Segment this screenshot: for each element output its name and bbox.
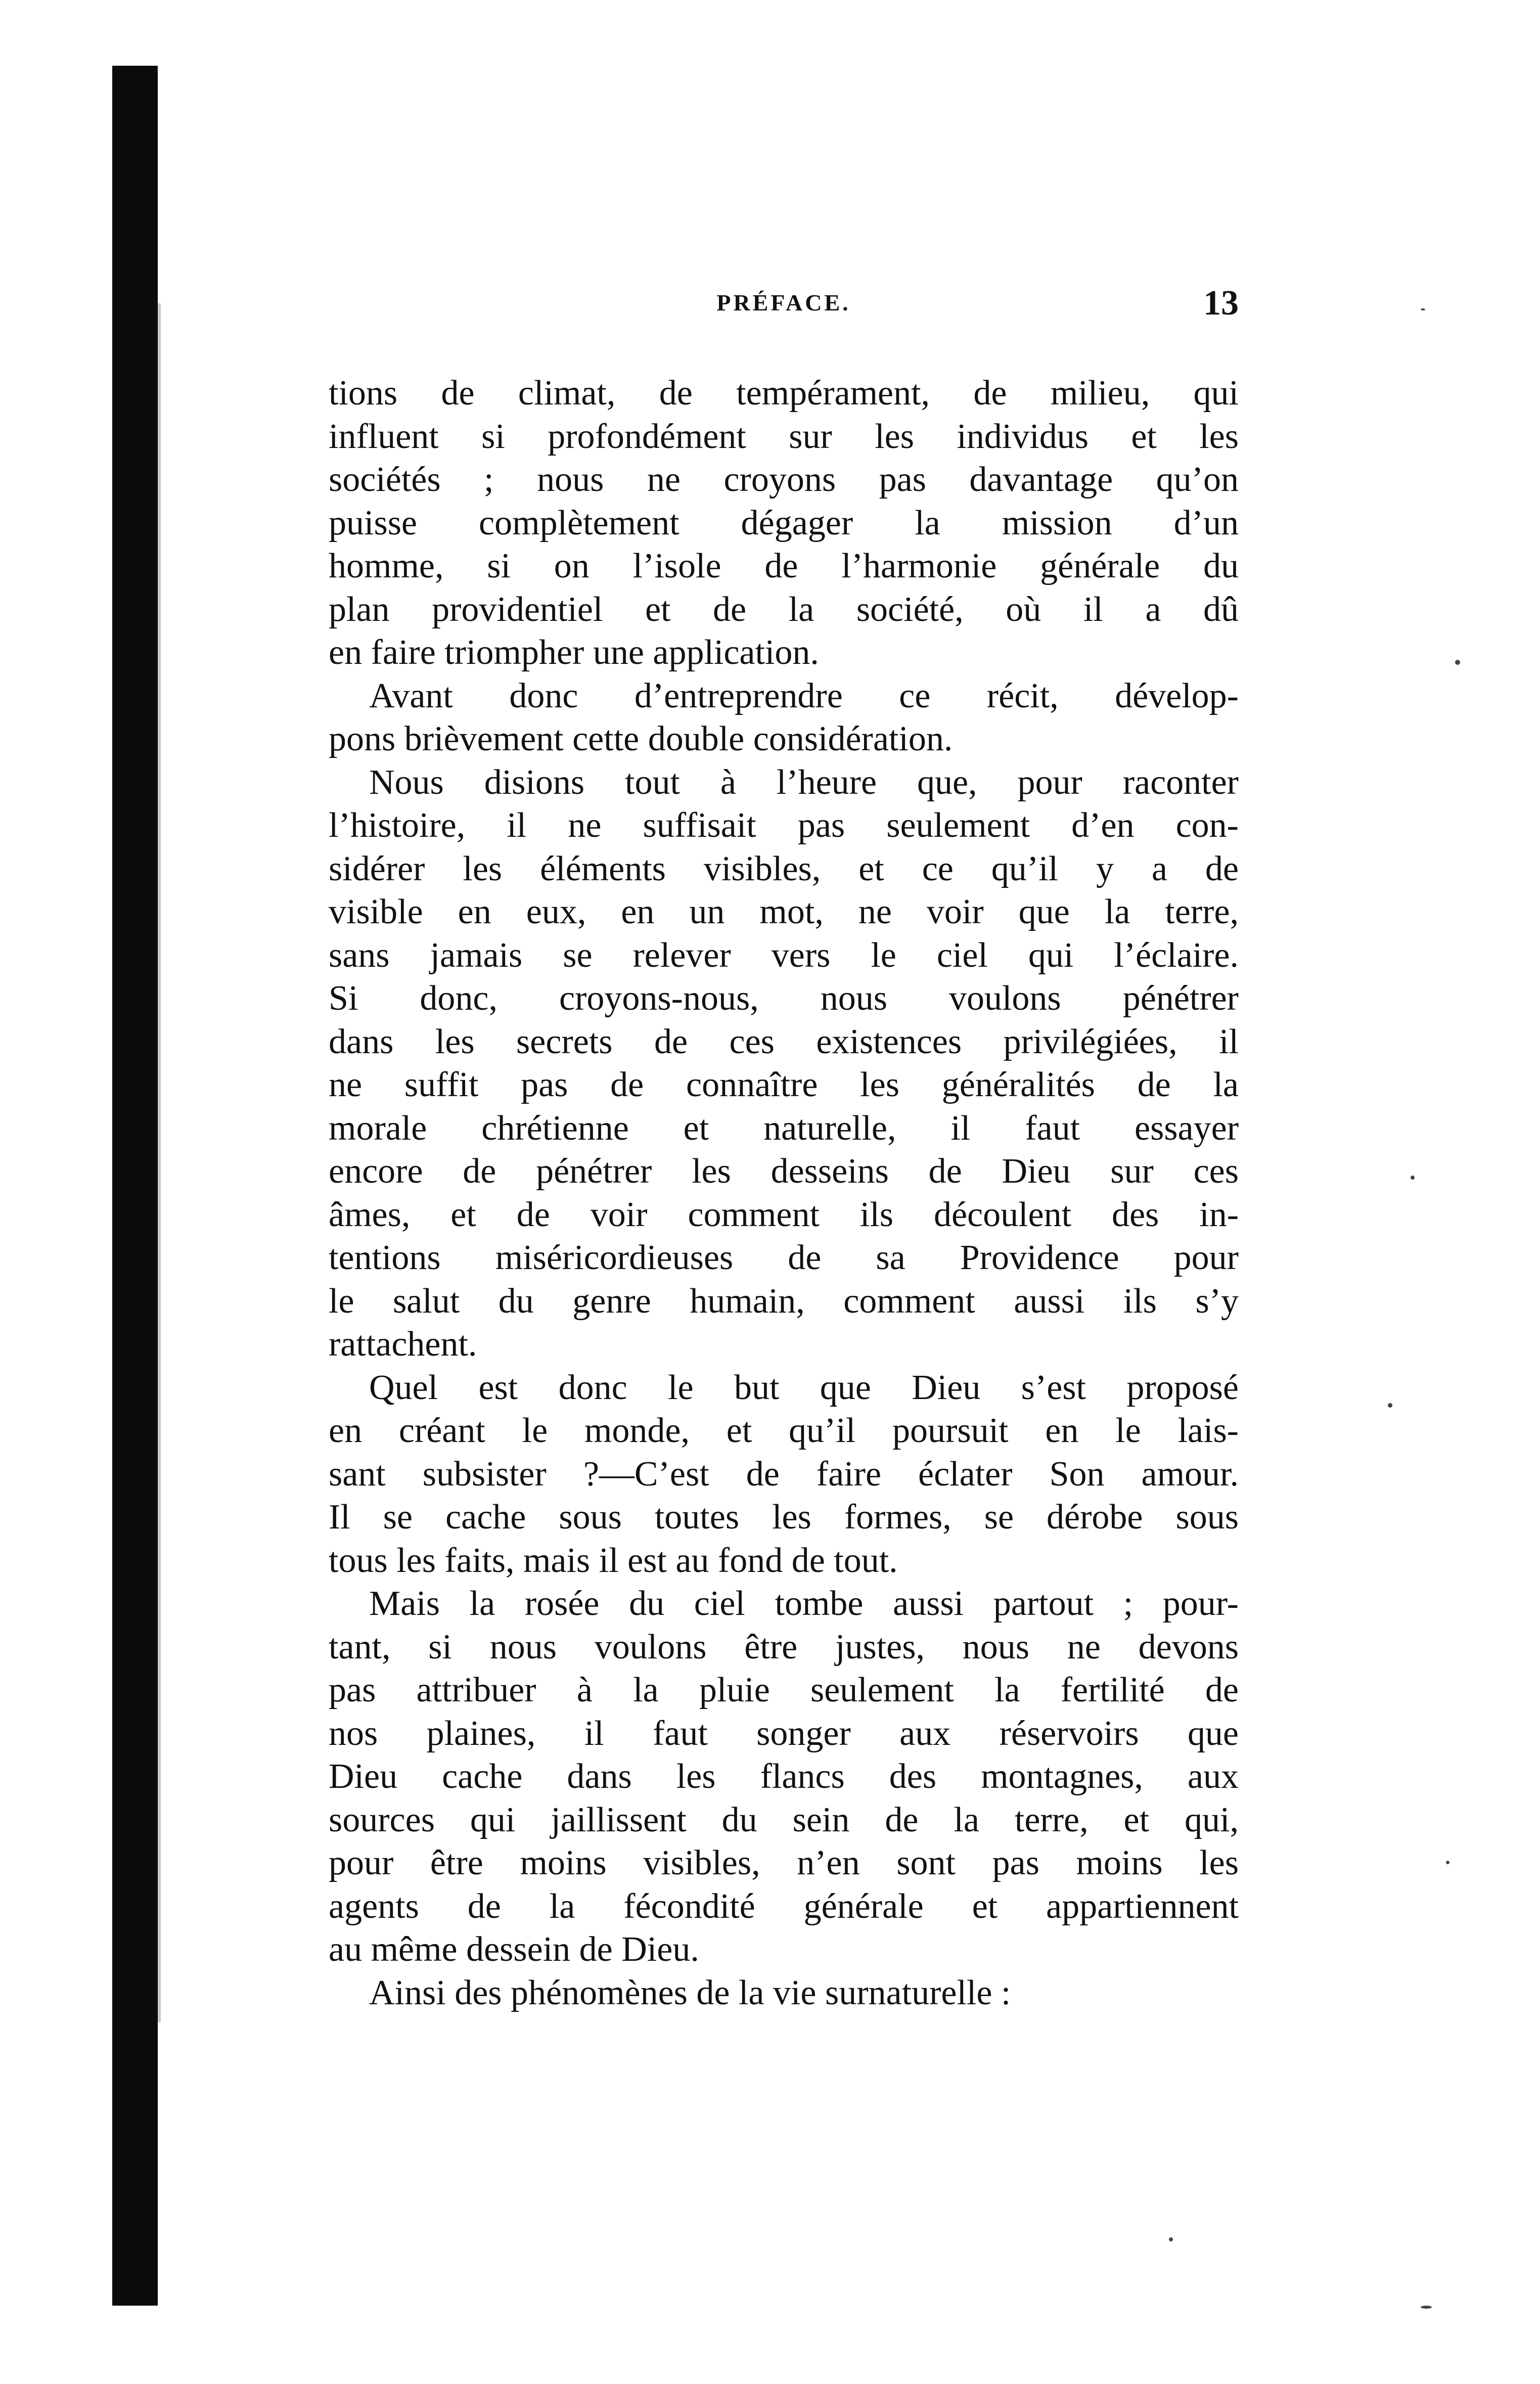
text-line: ne suffit pas de connaître les généralités de la [329, 1065, 1239, 1104]
text-line: Il se cache sous toutes les formes, se dérobe sous [329, 1498, 1239, 1537]
text-line: agents de la fécondité générale et appartiennent [329, 1886, 1239, 1926]
text-line: puisse complètement dégager la mission d’un [329, 503, 1239, 543]
text-line: pour être moins visibles, n’en sont pas moins les [329, 1843, 1239, 1882]
text-line: en faire triompher une application. [329, 633, 819, 672]
scan-speck [1388, 1403, 1392, 1408]
text-line: nos plaines, il faut songer aux réservoirs que [329, 1714, 1239, 1753]
text-line: Ainsi des phénomènes de la vie surnaturelle : [369, 1973, 1011, 2012]
text-line: le salut du genre humain, comment aussi ils s’y [329, 1281, 1239, 1321]
text-line: tions de climat, de tempérament, de milieu, qui [329, 374, 1239, 413]
text-line: au même dessein de Dieu. [329, 1930, 699, 1969]
text-line: pons brièvement cette double considération. [329, 719, 953, 758]
text-line: plan providentiel et de la société, où il a dû [329, 590, 1239, 629]
text-line: Mais la rosée du ciel tombe aussi partout ; pour- [369, 1584, 1239, 1623]
text-line: en créant le monde, et qu’il poursuit en le lais- [329, 1411, 1239, 1450]
text-line: tous les faits, mais il est au fond de tout. [329, 1541, 898, 1580]
text-line: encore de pénétrer les desseins de Dieu sur ces [329, 1152, 1239, 1191]
scan-speck [1411, 1176, 1415, 1180]
text-line: sociétés ; nous ne croyons pas davantage qu’on [329, 460, 1239, 499]
scan-speck [1421, 2306, 1432, 2309]
binding-edge [158, 303, 161, 2022]
text-line: Si donc, croyons-nous, nous voulons pénétrer [329, 979, 1239, 1018]
text-line: rattachent. [329, 1325, 477, 1364]
text-line: tant, si nous voulons être justes, nous ne devons [329, 1627, 1239, 1667]
text-line: sources qui jaillissent du sein de la terre, et qui, [329, 1800, 1239, 1839]
text-line: dans les secrets de ces existences privilégiées, il [329, 1022, 1239, 1061]
text-line: l’histoire, il ne suffisait pas seulement d’en con- [329, 806, 1239, 845]
text-line: Nous disions tout à l’heure que, pour raconter [369, 762, 1239, 802]
page-number: 13 [1203, 284, 1239, 323]
text-line: Quel est donc le but que Dieu s’est proposé [369, 1368, 1239, 1407]
scan-speck [1421, 308, 1425, 310]
running-head: PRÉFACE. [716, 290, 851, 316]
text-line: homme, si on l’isole de l’harmonie générale du [329, 547, 1239, 586]
text-line: visible en eux, en un mot, ne voir que la terre, [329, 892, 1239, 931]
text-line: pas attribuer à la pluie seulement la fertilité de [329, 1671, 1239, 1710]
text-line: sant subsister ?—C’est de faire éclater Son amour. [329, 1454, 1239, 1494]
text-line: Avant donc d’entreprendre ce récit, dévelop- [369, 676, 1239, 715]
text-line: tentions miséricordieuses de sa Providence pour [329, 1238, 1239, 1277]
text-line: morale chrétienne et naturelle, il faut essayer [329, 1108, 1239, 1148]
scan-speck [1169, 2237, 1173, 2241]
scan-speck [1446, 1861, 1450, 1864]
text-line: âmes, et de voir comment ils découlent des in- [329, 1195, 1239, 1234]
body-text [329, 372, 1239, 2014]
text-line: Dieu cache dans les flancs des montagnes, aux [329, 1757, 1239, 1796]
scan-speck [1455, 660, 1460, 665]
page-header [329, 283, 1239, 329]
text-line: sans jamais se relever vers le ciel qui l’éclaire. [329, 935, 1239, 975]
text-line: influent si profondément sur les individus et les [329, 417, 1239, 456]
text-line: sidérer les éléments visibles, et ce qu’il y a de [329, 849, 1239, 888]
binding-shadow [112, 66, 158, 2306]
